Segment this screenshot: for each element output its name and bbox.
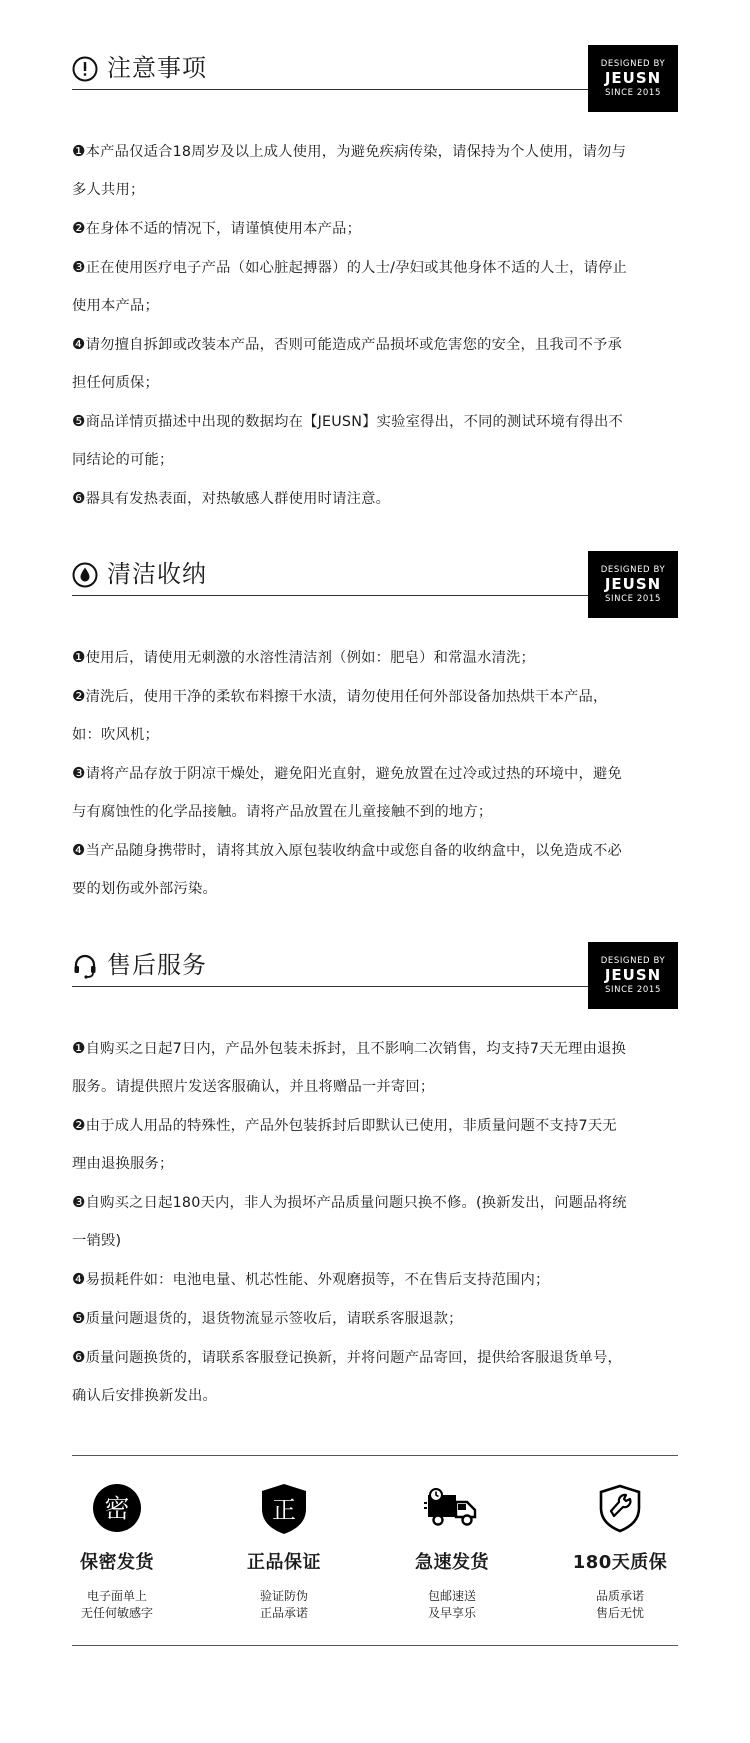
wrench-shield-icon xyxy=(590,1478,650,1538)
feature-title: 180天质保 xyxy=(572,1552,668,1573)
notice-text: 使用后，请使用无刺激的水溶性清洁剂（例如：肥皂）和常温水清洗； xyxy=(85,650,536,666)
notice-line xyxy=(72,287,678,325)
notice-text: 多人共用； xyxy=(72,182,145,198)
notice-line xyxy=(72,1222,678,1260)
notice-line xyxy=(72,325,678,364)
notice-text: 与有腐蚀性的化学品接触。请将产品放置在儿童接触不到的地方； xyxy=(72,804,493,820)
badge-glyph: 正 xyxy=(272,1496,296,1524)
feature-sub xyxy=(377,1588,527,1622)
section-title: 售后服务 xyxy=(107,951,207,979)
notice-text: 如：吹风机； xyxy=(72,727,159,743)
notice-text: 确认后安排换新发出。 xyxy=(72,1388,217,1404)
notice-line xyxy=(72,248,678,287)
notice-text: 请将产品存放于阴凉干燥处，避免阳光直射，避免放置在过冷或过热的环境中，避免 xyxy=(85,766,623,782)
notice-text: 请勿擅自拆卸或改装本产品，否则可能造成产品损坏或危害您的安全，且我司不予承 xyxy=(85,337,623,353)
badge-line3: SINCE 2015 xyxy=(605,985,661,995)
section-rule xyxy=(72,595,602,596)
section-rule xyxy=(72,986,602,987)
feature-sub xyxy=(42,1588,192,1622)
notice-line xyxy=(72,831,678,870)
section-notice xyxy=(72,56,678,518)
notice-text: 商品详情页描述中出现的数据均在【JEUSN】实验室得出，不同的测试环境有得出不 xyxy=(85,414,624,430)
section-header xyxy=(72,56,678,126)
badge-line3: SINCE 2015 xyxy=(605,594,661,604)
badge-brand: JEUSN xyxy=(604,69,662,87)
feature-line2: 售后无忧 xyxy=(595,1606,644,1620)
notice-line xyxy=(72,870,678,908)
notice-line xyxy=(72,1260,678,1299)
notice-text: 质量问题换货的，请联系客服登记换新，并将问题产品寄回，提供给客服退货单号， xyxy=(85,1350,623,1366)
item-number-icon: ❹ xyxy=(72,841,86,859)
notice-line xyxy=(72,754,678,793)
section-title: 清洁收纳 xyxy=(107,560,207,588)
feature-line1: 品质承诺 xyxy=(595,1589,644,1603)
item-number-icon: ❷ xyxy=(72,687,86,705)
section-rule xyxy=(72,89,602,90)
section-body xyxy=(72,1029,678,1415)
item-number-icon: ❺ xyxy=(72,1309,86,1327)
service-features xyxy=(72,1478,678,1628)
feature-warranty xyxy=(545,1478,695,1622)
notice-text: 服务。请提供照片发送客服确认，并且将赠品一并寄回； xyxy=(72,1079,435,1095)
notice-text: 当产品随身携带时，请将其放入原包装收纳盒中或您自备的收纳盒中，以免造成不必 xyxy=(85,843,623,859)
notice-text: 理由退换服务； xyxy=(72,1156,174,1172)
item-number-icon: ❸ xyxy=(72,258,86,276)
badge-line1: DESIGNED BY xyxy=(600,955,666,966)
section-header xyxy=(72,953,678,1023)
section-cleaning xyxy=(72,562,678,908)
feature-secret-shipping xyxy=(42,1478,192,1622)
notice-text: 器具有发热表面，对热敏感人群使用时请注意。 xyxy=(85,491,391,507)
badge-brand: JEUSN xyxy=(604,575,662,593)
item-number-icon: ❸ xyxy=(72,1193,86,1211)
item-number-icon: ❶ xyxy=(72,1039,86,1057)
genuine-badge-icon xyxy=(254,1478,314,1538)
notice-line xyxy=(72,677,678,716)
feature-genuine xyxy=(209,1478,359,1622)
notice-text: 一销毁) xyxy=(72,1233,122,1249)
notice-line xyxy=(72,1183,678,1222)
brand-badge xyxy=(588,45,678,112)
notice-text: 同结论的可能； xyxy=(72,452,174,468)
feature-line1: 电子面单上 xyxy=(86,1589,147,1603)
notice-line xyxy=(72,1299,678,1338)
item-number-icon: ❺ xyxy=(72,412,86,430)
section-body xyxy=(72,638,678,908)
notice-text: 使用本产品； xyxy=(72,298,159,314)
badge-line1: DESIGNED BY xyxy=(600,564,666,575)
notice-text: 要的划伤或外部污染。 xyxy=(72,881,217,897)
feature-title: 保密发货 xyxy=(80,1552,154,1573)
notice-text: 本产品仅适合18周岁及以上成人使用，为避免疾病传染，请保持为个人使用，请勿与 xyxy=(85,144,627,160)
secret-seal-icon xyxy=(87,1478,147,1538)
notice-line xyxy=(72,1377,678,1415)
notice-text: 担任何质保； xyxy=(72,375,159,391)
notice-text: 自购买之日起7日内，产品外包装未拆封，且不影响二次销售，均支持7天无理由退换 xyxy=(85,1041,627,1057)
notice-line xyxy=(72,209,678,248)
badge-brand: JEUSN xyxy=(604,966,662,984)
feature-title: 急速发货 xyxy=(415,1552,489,1573)
notice-text: 由于成人用品的特殊性，产品外包装拆封后即默认已使用，非质量问题不支持7天无 xyxy=(85,1118,617,1134)
exclamation-circle-icon xyxy=(72,56,98,82)
notice-text: 在身体不适的情况下，请谨慎使用本产品； xyxy=(85,221,362,237)
notice-text: 正在使用医疗电子产品（如心脏起搏器）的人士/孕妇或其他身体不适的人士，请停止 xyxy=(85,260,628,276)
feature-line1: 验证防伪 xyxy=(259,1589,308,1603)
item-number-icon: ❷ xyxy=(72,1116,86,1134)
notice-line xyxy=(72,1145,678,1183)
item-number-icon: ❹ xyxy=(72,1270,86,1288)
section-after-sales xyxy=(72,953,678,1415)
item-number-icon: ❸ xyxy=(72,764,86,782)
headset-icon xyxy=(72,953,98,979)
item-number-icon: ❷ xyxy=(72,219,86,237)
item-number-icon: ❶ xyxy=(72,142,86,160)
badge-line3: SINCE 2015 xyxy=(605,88,661,98)
brand-badge xyxy=(588,942,678,1009)
notice-line xyxy=(72,479,678,518)
notice-text: 易损耗件如：电池电量、机芯性能、外观磨损等，不在售后支持范围内； xyxy=(85,1272,550,1288)
feature-line2: 及早享乐 xyxy=(427,1606,476,1620)
divider-top xyxy=(72,1455,678,1456)
notice-line xyxy=(72,364,678,402)
notice-text: 自购买之日起180天内，非人为损坏产品质量问题只换不修。(换新发出，问题品将统 xyxy=(85,1195,627,1211)
notice-line xyxy=(72,638,678,677)
item-number-icon: ❹ xyxy=(72,335,86,353)
feature-sub xyxy=(545,1588,695,1622)
notice-line xyxy=(72,1029,678,1068)
item-number-icon: ❻ xyxy=(72,1348,86,1366)
delivery-truck-icon xyxy=(422,1478,482,1538)
feature-line1: 包邮速送 xyxy=(427,1589,476,1603)
item-number-icon: ❶ xyxy=(72,648,86,666)
notice-line xyxy=(72,171,678,209)
notice-line xyxy=(72,132,678,171)
notice-line xyxy=(72,402,678,441)
notice-line xyxy=(72,1338,678,1377)
section-header xyxy=(72,562,678,632)
notice-line xyxy=(72,1106,678,1145)
water-drop-icon xyxy=(72,562,98,588)
notice-text: 质量问题退货的，退货物流显示签收后，请联系客服退款； xyxy=(85,1311,463,1327)
feature-sub xyxy=(209,1588,359,1622)
section-title: 注意事项 xyxy=(107,54,207,82)
brand-badge xyxy=(588,551,678,618)
section-body xyxy=(72,132,678,518)
feature-line2: 正品承诺 xyxy=(259,1606,308,1620)
seal-glyph: 密 xyxy=(104,1494,130,1523)
feature-fast-shipping xyxy=(377,1478,527,1622)
notice-text: 清洗后，使用干净的柔软布料擦干水渍，请勿使用任何外部设备加热烘干本产品， xyxy=(85,689,608,705)
divider-bottom xyxy=(72,1645,678,1646)
notice-line xyxy=(72,793,678,831)
badge-line1: DESIGNED BY xyxy=(600,58,666,69)
feature-line2: 无任何敏感字 xyxy=(80,1606,153,1620)
notice-line xyxy=(72,441,678,479)
item-number-icon: ❻ xyxy=(72,489,86,507)
feature-title: 正品保证 xyxy=(247,1552,321,1573)
notice-line xyxy=(72,716,678,754)
notice-line xyxy=(72,1068,678,1106)
